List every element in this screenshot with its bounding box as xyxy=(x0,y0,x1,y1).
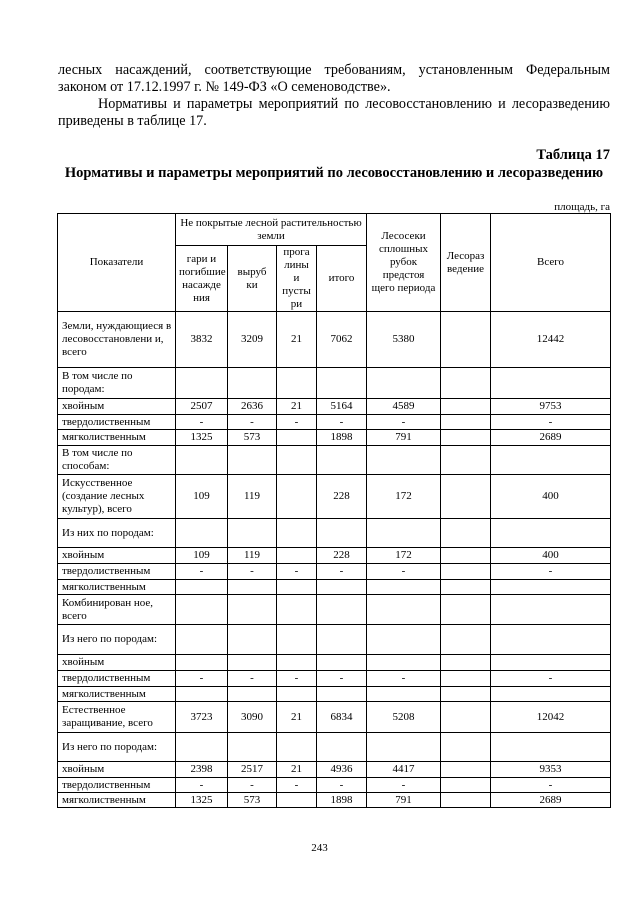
table-cell: 5380 xyxy=(367,312,441,368)
table-cell xyxy=(441,580,491,595)
table-cell: - xyxy=(491,564,611,580)
table-cell: 172 xyxy=(367,548,441,564)
table-cell: - xyxy=(228,671,277,687)
row-label: твердолиственным xyxy=(58,671,176,687)
table-cell: - xyxy=(277,778,317,793)
table-cell: 5164 xyxy=(317,399,367,415)
table-cell xyxy=(317,733,367,762)
table-cell xyxy=(176,519,228,548)
data-table xyxy=(57,213,611,808)
table-cell xyxy=(491,595,611,625)
table-cell xyxy=(277,655,317,671)
table-cell xyxy=(228,625,277,655)
table-cell xyxy=(228,519,277,548)
table-cell xyxy=(277,430,317,446)
table-cell xyxy=(441,415,491,430)
table-cell: 228 xyxy=(317,475,367,519)
table-cell xyxy=(441,446,491,475)
table-cell: 573 xyxy=(228,430,277,446)
table-cell xyxy=(367,655,441,671)
table-cell: - xyxy=(491,671,611,687)
table-cell: - xyxy=(317,671,367,687)
table-cell: 119 xyxy=(228,475,277,519)
table-row xyxy=(58,625,611,655)
table-cell xyxy=(317,368,367,399)
table-cell: 4936 xyxy=(317,762,367,778)
table-row xyxy=(58,430,611,446)
table-row xyxy=(58,595,611,625)
row-label: Из них по породам: xyxy=(58,519,176,548)
table-cell xyxy=(441,733,491,762)
table-cell xyxy=(317,519,367,548)
header-afforestation: Лесораз ведение xyxy=(441,214,491,312)
table-row xyxy=(58,519,611,548)
table-row xyxy=(58,368,611,399)
row-label: хвойным xyxy=(58,399,176,415)
table-cell xyxy=(277,793,317,808)
table-cell: 573 xyxy=(228,793,277,808)
table-cell xyxy=(317,446,367,475)
table-cell: 3723 xyxy=(176,702,228,733)
table-cell xyxy=(277,625,317,655)
table-cell: 21 xyxy=(277,312,317,368)
row-label: твердолиственным xyxy=(58,778,176,793)
table-row xyxy=(58,733,611,762)
table-cell: 109 xyxy=(176,475,228,519)
table-title: Нормативы и параметры мероприятий по лесовосстановлению и лесоразведению xyxy=(64,165,604,181)
table-cell: 109 xyxy=(176,548,228,564)
table-cell xyxy=(277,475,317,519)
table-cell xyxy=(441,595,491,625)
table-cell xyxy=(317,655,367,671)
table-cell xyxy=(176,655,228,671)
intro-paragraph-1: лесных насаждений, соответствующие требованиям, установленным Федеральным законом от 17.12.1997 г. № 149-ФЗ «О семеноводстве». xyxy=(58,62,610,95)
table-cell xyxy=(228,580,277,595)
table-cell: 2517 xyxy=(228,762,277,778)
table-cell: 1325 xyxy=(176,793,228,808)
table-cell xyxy=(441,475,491,519)
table-cell: 400 xyxy=(491,548,611,564)
table-cell: 3209 xyxy=(228,312,277,368)
table-cell: 2636 xyxy=(228,399,277,415)
table-cell: - xyxy=(176,415,228,430)
table-cell xyxy=(176,580,228,595)
table-cell xyxy=(228,446,277,475)
table-cell xyxy=(441,655,491,671)
table-row xyxy=(58,778,611,793)
table-row xyxy=(58,580,611,595)
table-body xyxy=(58,312,611,808)
table-cell: - xyxy=(367,778,441,793)
table-row xyxy=(58,312,611,368)
table-cell xyxy=(277,548,317,564)
table-cell xyxy=(441,548,491,564)
table-row xyxy=(58,671,611,687)
table-cell: 6834 xyxy=(317,702,367,733)
table-cell xyxy=(367,519,441,548)
table-cell xyxy=(367,580,441,595)
table-cell: - xyxy=(277,564,317,580)
table-cell xyxy=(317,580,367,595)
table-cell xyxy=(367,733,441,762)
table-cell: 1325 xyxy=(176,430,228,446)
header-indicators: Показатели xyxy=(58,214,176,312)
table-cell xyxy=(367,687,441,702)
table-unit: площадь, га xyxy=(554,201,610,213)
table-row xyxy=(58,446,611,475)
table-cell: 2507 xyxy=(176,399,228,415)
table-cell xyxy=(228,655,277,671)
table-cell xyxy=(277,595,317,625)
table-cell xyxy=(491,655,611,671)
table-cell: 400 xyxy=(491,475,611,519)
table-cell xyxy=(176,625,228,655)
row-label: хвойным xyxy=(58,655,176,671)
table-cell xyxy=(277,580,317,595)
table-cell xyxy=(367,368,441,399)
table-cell xyxy=(176,687,228,702)
table-cell: 12442 xyxy=(491,312,611,368)
table-cell xyxy=(317,625,367,655)
table-cell: - xyxy=(176,671,228,687)
table-cell xyxy=(176,368,228,399)
page-number: 243 xyxy=(311,842,328,854)
table-cell: 3832 xyxy=(176,312,228,368)
table-cell xyxy=(491,368,611,399)
table-cell: 172 xyxy=(367,475,441,519)
table-cell: - xyxy=(317,564,367,580)
table-cell: 1898 xyxy=(317,793,367,808)
table-cell xyxy=(176,733,228,762)
row-label: хвойным xyxy=(58,548,176,564)
table-cell: 9353 xyxy=(491,762,611,778)
table-cell xyxy=(441,762,491,778)
row-label: мягколиственным xyxy=(58,580,176,595)
table-row xyxy=(58,548,611,564)
table-cell xyxy=(441,625,491,655)
table-row xyxy=(58,702,611,733)
table-cell: - xyxy=(277,671,317,687)
table-cell xyxy=(441,793,491,808)
table-cell: 1898 xyxy=(317,430,367,446)
table-cell: 21 xyxy=(277,399,317,415)
table-cell xyxy=(228,595,277,625)
table-cell xyxy=(176,446,228,475)
table-cell xyxy=(491,687,611,702)
table-cell: 4417 xyxy=(367,762,441,778)
table-cell: 119 xyxy=(228,548,277,564)
table-cell: - xyxy=(228,564,277,580)
table-number: Таблица 17 xyxy=(536,147,610,163)
table-cell: 2398 xyxy=(176,762,228,778)
table-cell xyxy=(441,312,491,368)
table-cell xyxy=(441,564,491,580)
table-cell xyxy=(176,595,228,625)
table-cell: 791 xyxy=(367,793,441,808)
table-cell xyxy=(441,702,491,733)
table-cell: - xyxy=(367,564,441,580)
table-header xyxy=(58,214,611,312)
row-label: Естественное заращивание, всего xyxy=(58,702,176,733)
table-row xyxy=(58,475,611,519)
table-cell xyxy=(277,446,317,475)
table-cell: - xyxy=(491,778,611,793)
table-row xyxy=(58,762,611,778)
intro-paragraph-2: Нормативы и параметры мероприятий по лесовосстановлению и лесоразведению приведены в таблице 17. xyxy=(58,96,610,129)
table-cell: 3090 xyxy=(228,702,277,733)
table-row xyxy=(58,564,611,580)
table-cell: 5208 xyxy=(367,702,441,733)
table-cell: - xyxy=(317,778,367,793)
row-label: В том числе по породам: xyxy=(58,368,176,399)
table-cell xyxy=(491,580,611,595)
table-cell xyxy=(367,625,441,655)
header-total: итого xyxy=(317,246,367,312)
row-label: мягколиственным xyxy=(58,430,176,446)
table-cell xyxy=(491,519,611,548)
header-clearcut: Лесосеки сплошных рубок предстоя щего периода xyxy=(367,214,441,312)
table-cell: - xyxy=(367,671,441,687)
row-label: Земли, нуждающиеся в лесовосстановлени и, всего xyxy=(58,312,176,368)
row-label: мягколиственным xyxy=(58,793,176,808)
row-label: твердолиственным xyxy=(58,564,176,580)
table-cell: 12042 xyxy=(491,702,611,733)
table-cell xyxy=(228,733,277,762)
table-cell xyxy=(441,687,491,702)
table-cell xyxy=(441,430,491,446)
table-cell xyxy=(277,519,317,548)
table-cell xyxy=(367,595,441,625)
table-cell: 9753 xyxy=(491,399,611,415)
table-cell xyxy=(317,687,367,702)
table-row xyxy=(58,415,611,430)
header-all: Всего xyxy=(491,214,611,312)
table-cell xyxy=(367,446,441,475)
table-cell xyxy=(441,519,491,548)
table-cell: 21 xyxy=(277,762,317,778)
table-cell: - xyxy=(176,778,228,793)
table-cell: - xyxy=(176,564,228,580)
row-label: Из него по породам: xyxy=(58,625,176,655)
table-cell: 791 xyxy=(367,430,441,446)
table-cell: - xyxy=(491,415,611,430)
table-cell xyxy=(277,733,317,762)
table-cell xyxy=(277,687,317,702)
table-row xyxy=(58,793,611,808)
table-cell: 2689 xyxy=(491,430,611,446)
table-cell: - xyxy=(367,415,441,430)
table-cell xyxy=(228,368,277,399)
table-cell xyxy=(441,399,491,415)
table-cell xyxy=(441,368,491,399)
table-row xyxy=(58,399,611,415)
header-not-covered: Не покрытые лесной растительностью земли xyxy=(176,214,367,246)
table-cell xyxy=(441,778,491,793)
row-label: твердолиственным xyxy=(58,415,176,430)
row-label: Искусственное (создание лесных культур), всего xyxy=(58,475,176,519)
header-glades: прога лины и пусты ри xyxy=(277,246,317,312)
table-row xyxy=(58,655,611,671)
table-cell: 4589 xyxy=(367,399,441,415)
table-cell: - xyxy=(228,415,277,430)
table-row xyxy=(58,687,611,702)
row-label: Из него по породам: xyxy=(58,733,176,762)
row-label: В том числе по способам: xyxy=(58,446,176,475)
table-cell: 228 xyxy=(317,548,367,564)
table-cell: 21 xyxy=(277,702,317,733)
row-label: Комбинирован ное, всего xyxy=(58,595,176,625)
table-cell: - xyxy=(277,415,317,430)
row-label: хвойным xyxy=(58,762,176,778)
row-label: мягколиственным xyxy=(58,687,176,702)
table-cell xyxy=(491,733,611,762)
table-cell: 7062 xyxy=(317,312,367,368)
header-burns: гари и погибшие насажде ния xyxy=(176,246,228,312)
table-cell: - xyxy=(228,778,277,793)
table-cell: 2689 xyxy=(491,793,611,808)
header-cuttings: выруб ки xyxy=(228,246,277,312)
table-cell xyxy=(491,625,611,655)
table-cell xyxy=(317,595,367,625)
table-cell: - xyxy=(317,415,367,430)
table-cell xyxy=(491,446,611,475)
table-cell xyxy=(441,671,491,687)
table-cell xyxy=(228,687,277,702)
table-cell xyxy=(277,368,317,399)
